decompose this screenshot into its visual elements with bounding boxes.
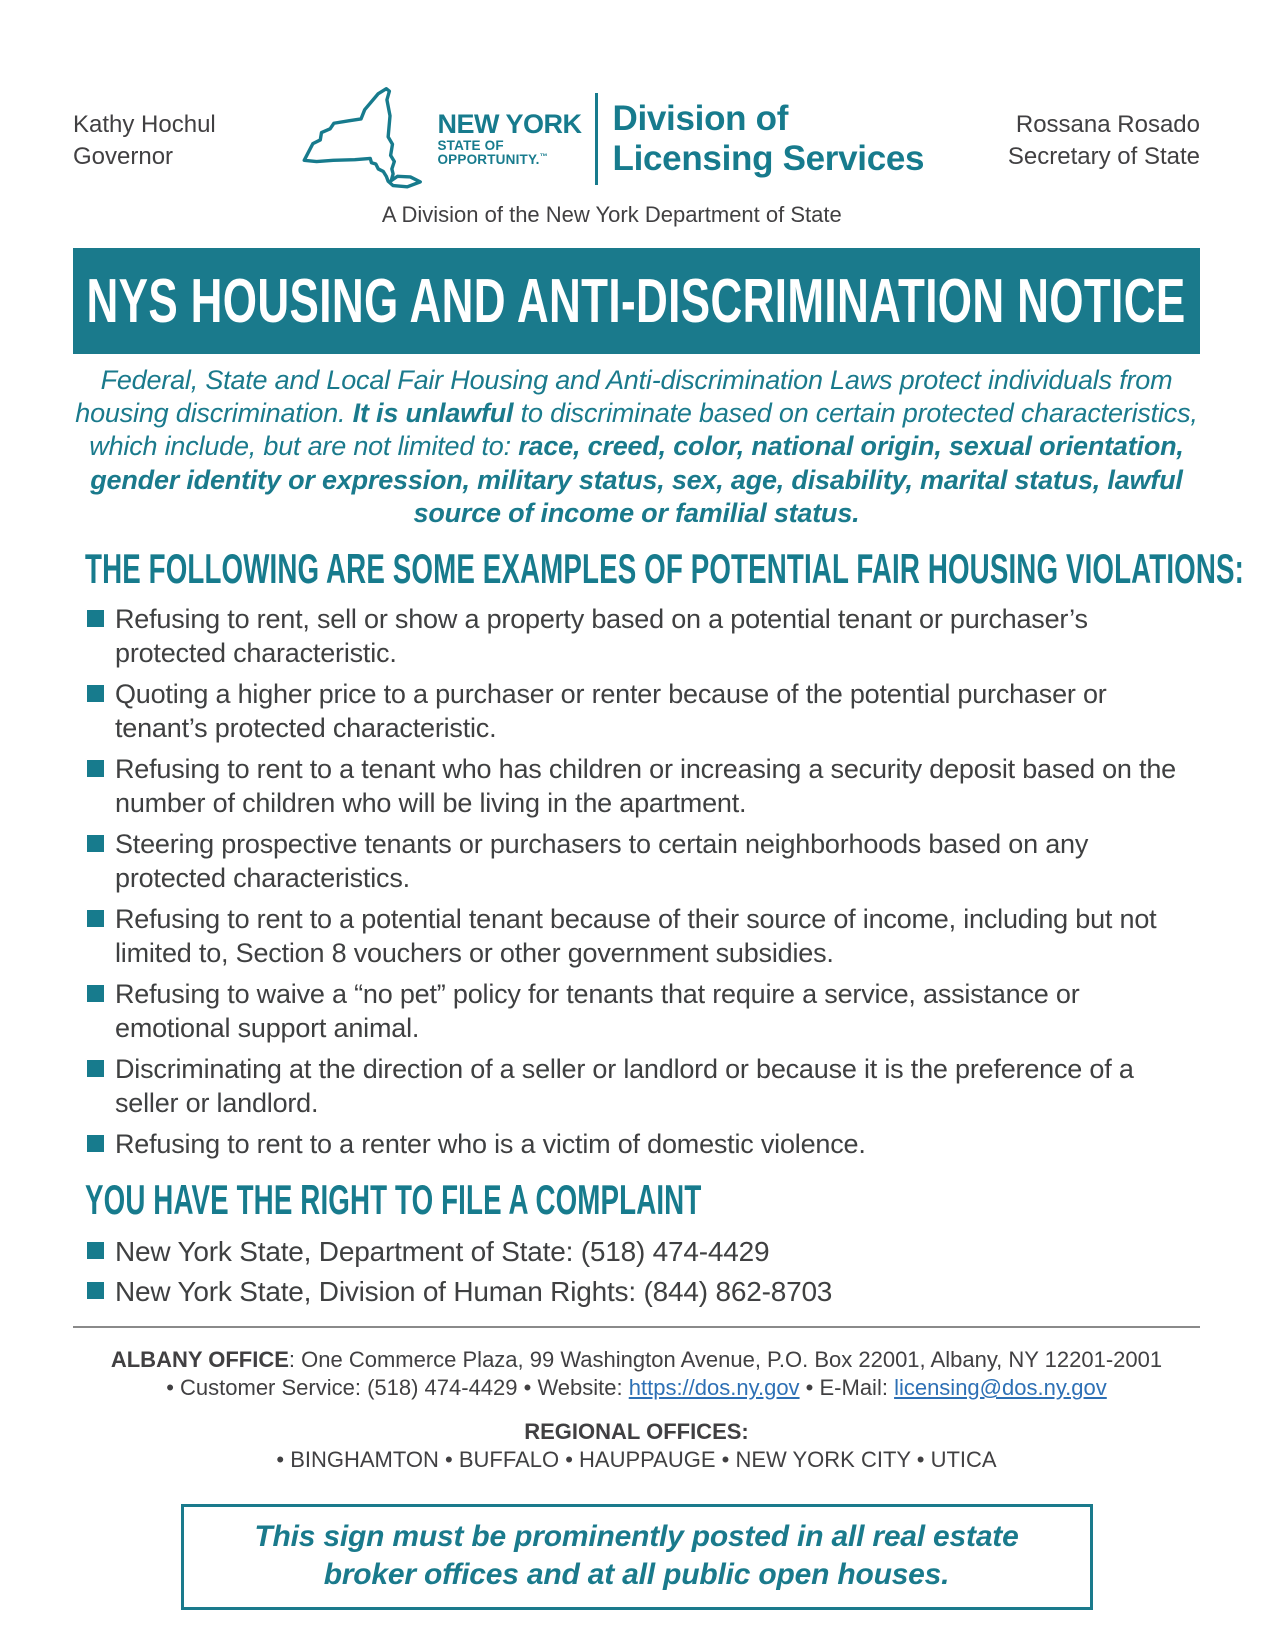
footer (73, 1346, 1200, 1474)
division-tagline: A Division of the New York Department of State (381, 202, 842, 227)
list-item (87, 902, 1200, 970)
intro-segment-3: to discriminate based on certain protected characteristics, which include, but are not limited to: (89, 398, 1198, 462)
posting-requirement-box (181, 1504, 1093, 1610)
complaint-heading: YOU HAVE THE RIGHT TO FILE A COMPLAINT (85, 1176, 702, 1224)
intro-segment-2-bold: It is unlawful (352, 398, 514, 429)
list-item (87, 1233, 1200, 1270)
intro-segment-1: Federal, State and Local Fair Housing and Anti-discrimination Laws protect individuals from housing discrimination. (75, 365, 1173, 429)
list-item (87, 827, 1200, 895)
intro-paragraph (73, 364, 1200, 530)
violation-text: Quoting a higher price to a purchaser or renter because of the potential purchaser or tenant’s protected characteristic. (115, 679, 1107, 744)
logo-divider-line (595, 93, 598, 185)
website-link[interactable]: https://dos.ny.gov (628, 1375, 800, 1401)
letterhead (73, 85, 1200, 228)
violation-text: Refusing to waive a “no pet” policy for tenants that require a service, assistance or emotional support animal. (115, 979, 1080, 1044)
bullet-square-icon (87, 1135, 104, 1152)
violations-heading: THE FOLLOWING ARE SOME EXAMPLES OF POTENTIAL FAIR HOUSING VIOLATIONS: (85, 545, 1245, 593)
governor-block (73, 109, 216, 174)
violations-list (87, 602, 1200, 1161)
notice-title-banner (73, 248, 1200, 354)
complaint-contact: New York State, Department of State: (518) 474-4429 (115, 1236, 770, 1268)
violation-text: Steering prospective tenants or purchasers to certain neighborhoods based on any protected characteristics. (115, 829, 1089, 894)
violation-text: Discriminating at the direction of a seller or landlord or because it is the preference of a seller or landlord. (115, 1054, 1134, 1119)
bullet-square-icon (87, 760, 104, 777)
list-item (87, 1273, 1200, 1310)
governor-name: Kathy Hochul (73, 111, 216, 138)
complaint-contact: New York State, Division of Human Rights: (844) 862-8703 (115, 1276, 833, 1308)
division-title-line1: Division of (612, 99, 789, 139)
albany-office-label: ALBANY OFFICE (110, 1347, 289, 1373)
wordmark-state-of: STATE OF (437, 138, 504, 153)
violation-text: Refusing to rent to a renter who is a victim of domestic violence. (115, 1129, 866, 1160)
wordmark-new-york: NEW YORK (437, 109, 582, 140)
list-item (87, 977, 1200, 1045)
secretary-name: Rossana Rosado (1015, 111, 1200, 138)
wordmark-opportunity: OPPORTUNITY.™ (437, 151, 548, 167)
bullet-square-icon (87, 985, 104, 1002)
complaint-list (87, 1233, 1200, 1310)
division-title-line2: Licensing Services (612, 139, 925, 178)
state-of-opportunity-wordmark (437, 111, 581, 166)
agency-logo-block (299, 85, 924, 228)
governor-title: Governor (73, 143, 174, 171)
contact-line (73, 1374, 1200, 1402)
bullet-square-icon (87, 685, 104, 702)
notice-title: NYS HOUSING AND ANTI-DISCRIMINATION NOTICE (86, 266, 1187, 336)
bullet-square-icon (87, 1242, 104, 1259)
regional-offices-cities: • BINGHAMTON • BUFFALO • HAUPPAUGE • NEW YORK CITY • UTICA (276, 1447, 997, 1473)
list-item (87, 752, 1200, 820)
customer-service-text: • Customer Service: (518) 474-4429 • Website: (166, 1375, 629, 1401)
bullet-square-icon (87, 910, 104, 927)
division-title (612, 99, 924, 179)
violation-text: Refusing to rent to a tenant who has children or increasing a security deposit based on the number of children who will be living in the apartment. (115, 754, 1176, 819)
email-label: • E-Mail: (799, 1375, 895, 1401)
bullet-square-icon (87, 610, 104, 627)
footer-divider (73, 1326, 1200, 1328)
albany-office-address: : One Commerce Plaza, 99 Washington Avenue, P.O. Box 22001, Albany, NY 12201-2001 (288, 1347, 1163, 1373)
posting-requirement-text: This sign must be prominently posted in all real estate broker offices and at all public open houses. (254, 1520, 1019, 1592)
secretary-block (1008, 109, 1200, 174)
regional-offices-label: REGIONAL OFFICES: (524, 1419, 749, 1445)
violation-text: Refusing to rent, sell or show a property based on a potential tenant or purchaser’s protected characteristic. (115, 604, 1088, 669)
secretary-title: Secretary of State (1007, 143, 1200, 171)
intro-segment-4-bold: race, creed, color, national origin, sexual orientation, gender identity or expression, military status, sex, age, disability, marital status, lawful source of income or familial status. (90, 431, 1184, 528)
albany-office-line (73, 1346, 1200, 1374)
bullet-square-icon (87, 1060, 104, 1077)
new-york-state-outline-icon (299, 85, 423, 193)
bullet-square-icon (87, 1282, 104, 1299)
list-item (87, 1052, 1200, 1120)
trademark-symbol: ™ (539, 151, 548, 161)
list-item (87, 677, 1200, 745)
list-item (87, 1127, 1200, 1161)
email-link[interactable]: licensing@dos.ny.gov (894, 1375, 1107, 1401)
violation-text: Refusing to rent to a potential tenant because of their source of income, including but not limited to, Section 8 vouchers or other government subsidies. (115, 904, 1157, 969)
bullet-square-icon (87, 835, 104, 852)
list-item (87, 602, 1200, 670)
